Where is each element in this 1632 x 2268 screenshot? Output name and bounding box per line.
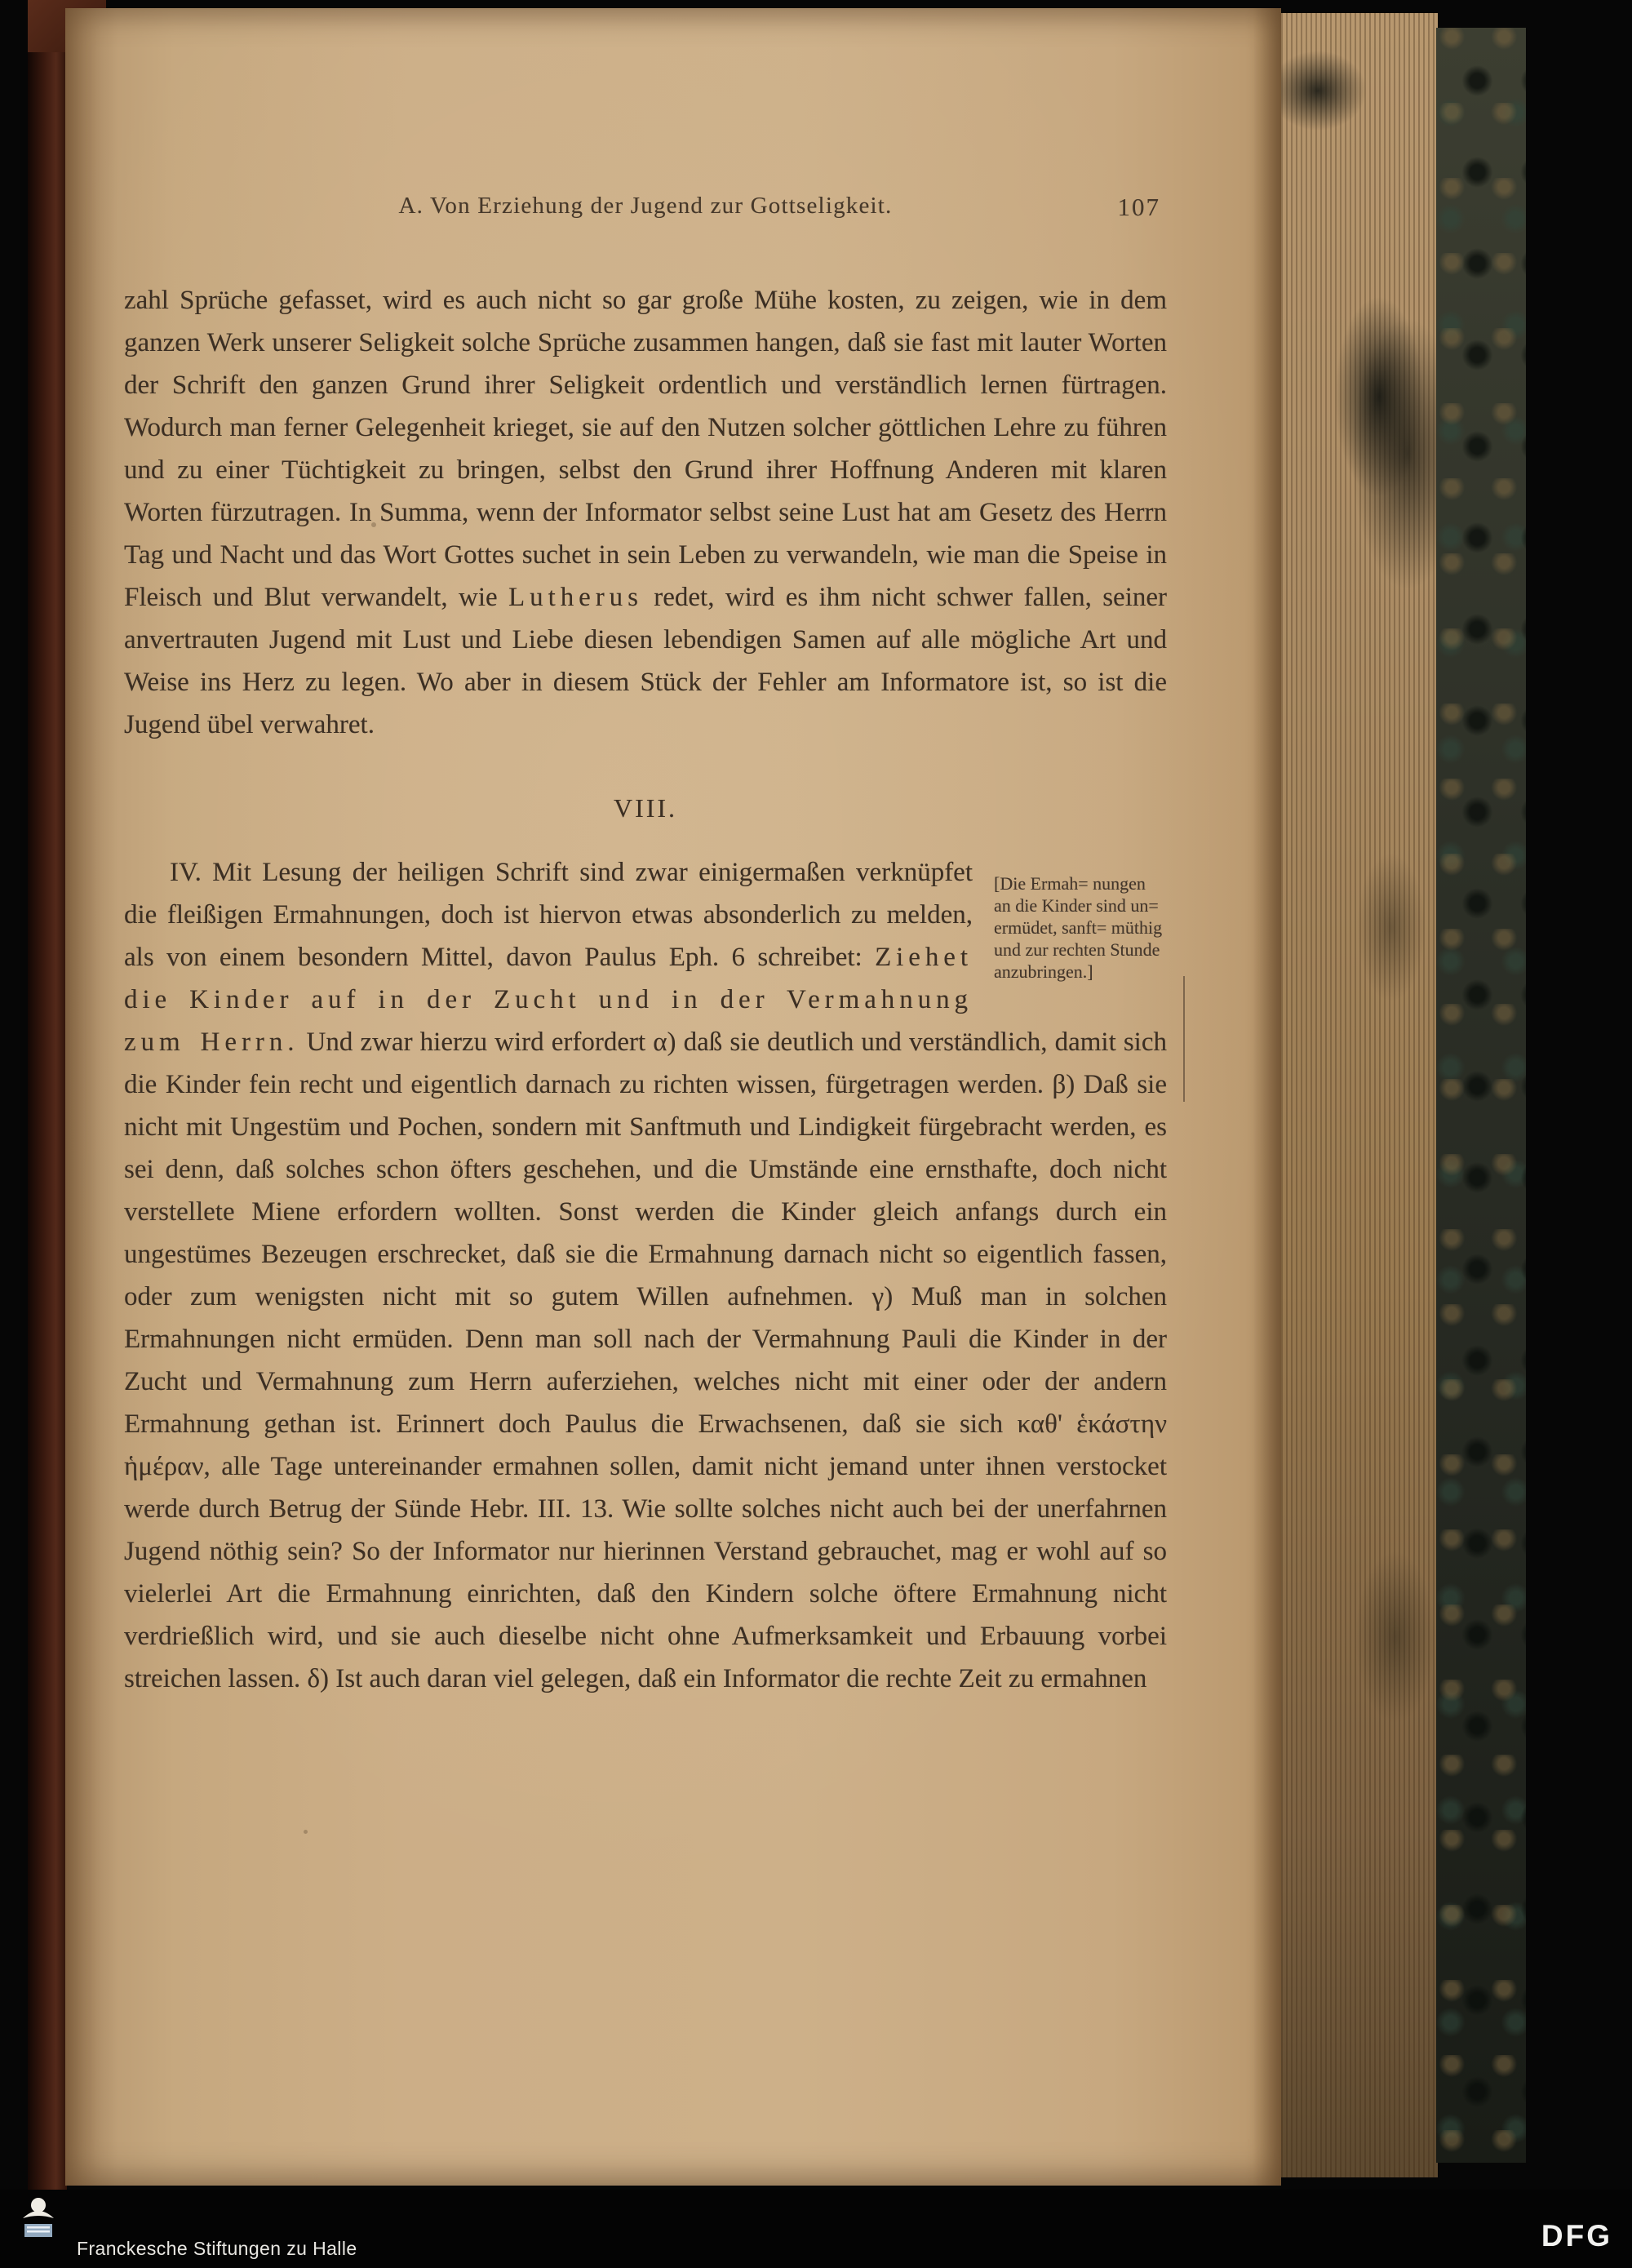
paper-speck (371, 522, 376, 527)
digitization-footer (0, 2190, 1632, 2268)
paragraph-1-text-start: zahl Sprüche gefasset, wird es auch nicht so gar große Mühe kosten, zu zeigen, wie in dem ganzen Werk unserer Seligkeit solche Sprüche zusammen hangen, daß sie fast mit lauter Worten der Schrift den ganzen Grund ihrer Seligkeit ordentlich und verständlich lernen fürtragen. Wodurch man ferner Gelegenheit krieget, sie auf den Nutzen solcher göttlichen Lehre zu führen und zu einer Tüchtigkeit zu bringen, selbst den Grund ihrer Hoffnung Anderen mit klaren Worten fürzutragen. In Summa, wenn der Informator selbst seine Lust hat am Gesetz des Herrn Tag und Nacht und das Wort Gottes suchet in sein Leben zu verwandeln, wie man die Speise in Fleisch und Blut verwandelt, wie (124, 286, 1167, 612)
marbled-cover-edge (1436, 28, 1526, 2163)
bible-quote-emphasis: Ziehet die Kinder auf in der Zucht und in der Vermahnung zum Herrn. (124, 943, 973, 1057)
lutherus-emphasis: Lutherus (508, 583, 643, 612)
book-page (65, 8, 1281, 2186)
page-number: 107 (1117, 193, 1160, 221)
book-spine (28, 0, 67, 2213)
paragraph-1 (124, 279, 1167, 746)
paragraph-1-text-end: redet, wird es ihm nicht schwer fallen, seiner anvertrauten Jugend mit Lust und Liebe diesen lebendigen Samen auf alle mögliche Art und Weise ins Herz zu legen. Wo aber in diesem Stück der Fehler am Informatore ist, so ist die Jugend übel verwahret. (124, 583, 1167, 739)
running-head (124, 193, 1167, 229)
page-fore-edge (1281, 13, 1438, 2177)
paper-speck (763, 916, 767, 920)
paper-speck (304, 1830, 308, 1834)
institution-label: Franckesche Stiftungen zu Halle (77, 2238, 357, 2259)
running-head-title: A. Von Erziehung der Jugend zur Gottseligkeit. (398, 193, 893, 219)
franckesche-stiftungen-logo (20, 2193, 57, 2244)
page-content (124, 193, 1167, 1700)
margin-note: [Die Ermah= nungen an die Kinder sind un= ermüdet, sanft= müthig und zur rechten Stunde anzubringen.] (994, 873, 1163, 982)
paragraph-2-intro: IV. Mit Lesung der heiligen Schrift sind zwar einigermaßen verknüpfet die fleißigen Ermahnungen, doch ist hiervon etwas absonderlich zu melden, als von einem besondern Mittel, davon Paulus Eph. 6 schreibet: (124, 858, 973, 972)
margin-pen-mark (1183, 976, 1185, 1102)
paragraph-2-rest: Und zwar hierzu wird erfordert α) daß sie deutlich und verständlich, damit sich die Kinder fein recht und eigentlich darnach zu richten wissen, fürgetragen werden. β) Daß sie nicht mit Ungestüm und Pochen, sondern mit Sanftmuth und Lindigkeit fürgebracht werden, es sei denn, daß solches schon öfters geschehen, und die Umstände eine ernsthafte, doch nicht verstellete Miene erfordern wollten. Sonst werden die Kinder gleich anfangs durch ein ungestümes Bezeugen erschrecket, daß sie die Ermahnung darnach nicht so eigentlich fassen, oder zum wenigsten nicht mit so gutem Willen aufnehmen. γ) Muß man in solchen Ermahnungen nicht ermüden. Denn man soll nach der Vermahnung Pauli die Kinder in der Zucht und Vermahnung zum Herrn auferziehen, welches nicht mit einer oder der andern Ermahnung gethan ist. Erinnert doch Paulus die Erwachsenen, daß sie sich καθ' ἑκάστην ἡμέραν, alle Tage untereinander ermahnen sollen, damit nicht jemand unter ihnen verstocket werde durch Betrug der Sünde Hebr. III. 13. Wie sollte solches nicht auch bei der unerfahrnen Jugend nöthig sein? So der Informator nur hierinnen Verstand gebrauchet, mag er wohl auf so vielerlei Art die Ermahnung einrichten, daß den Kindern solche öftere Ermahnung nicht verdrießlich wird, und sie auch dieselbe nicht ohne Aufmerksamkeit und Erbauung vorbei streichen lassen. δ) Ist auch daran viel gelegen, daß ein Informator die rechte Zeit zu ermahnen (124, 1027, 1167, 1693)
paragraph-2 (124, 851, 1167, 1700)
section-heading-viii: VIII. (613, 793, 678, 823)
dfg-logo: DFG (1541, 2219, 1612, 2252)
